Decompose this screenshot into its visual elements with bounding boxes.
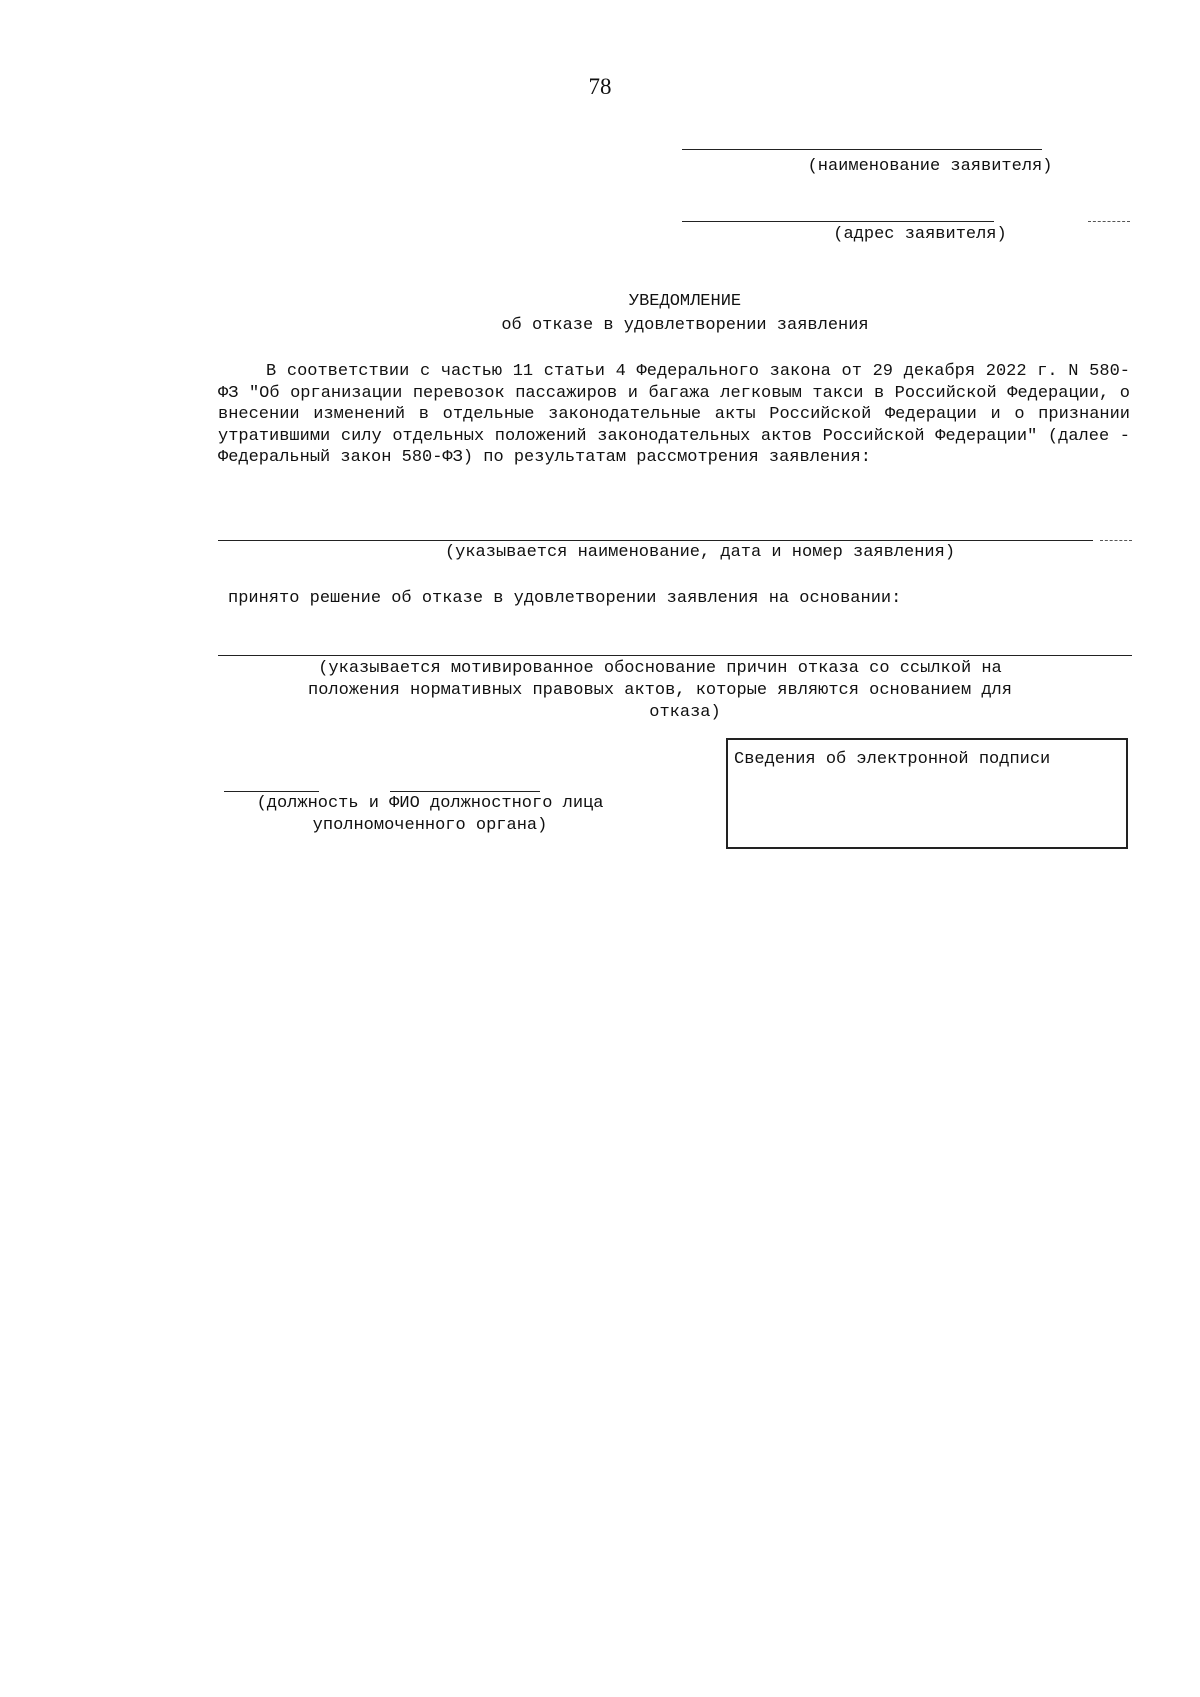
applicant-name-caption: (наименование заявителя)	[807, 157, 1053, 176]
page-number: 78	[588, 74, 612, 99]
notice-subtitle: об отказе в удовлетворении заявления	[501, 316, 869, 335]
applicant-address-caption: (адрес заявителя)	[833, 225, 1007, 244]
notice-body-paragraph	[218, 361, 1130, 469]
official-caption-line-2: уполномоченного органа)	[312, 816, 548, 835]
electronic-signature-box	[726, 738, 1128, 849]
applicant-address-line-tail	[1088, 221, 1130, 222]
application-line	[218, 540, 1093, 541]
reason-line	[218, 655, 1132, 656]
official-position-line	[224, 791, 319, 792]
electronic-signature-label: Сведения об электронной подписи	[734, 750, 1051, 769]
reason-caption-line-2: положения нормативных правовых актов, которые являются основанием для	[308, 681, 1012, 700]
official-name-line	[390, 791, 540, 792]
applicant-address-line	[682, 221, 994, 222]
application-caption: (указывается наименование, дата и номер заявления)	[444, 543, 956, 562]
application-line-tail	[1100, 540, 1132, 541]
reason-caption-line-3: отказа)	[649, 703, 721, 722]
decision-text: принято решение об отказе в удовлетворении заявления на основании:	[228, 589, 902, 608]
notice-title: УВЕДОМЛЕНИЕ	[628, 292, 742, 311]
applicant-name-line	[682, 149, 1042, 150]
reason-caption-line-1: (указывается мотивированное обоснование причин отказа со ссылкой на	[318, 659, 1002, 678]
notice-body-text: В соответствии с частью 11 статьи 4 Федерального закона от 29 декабря 2022 г. N 580-ФЗ "Об организации перевозок пассажиров и багажа легковым такси в Российской Федерации, о внесении изменений в отдельные законодательные акты Российской Федерации и о признании утратившими силу отдельных положений законодательных актов Российской Федерации" (далее - Федеральный закон 580-ФЗ) по результатам рассмотрения заявления:	[218, 362, 1130, 467]
official-caption-line-1: (должность и ФИО должностного лица	[256, 794, 604, 813]
